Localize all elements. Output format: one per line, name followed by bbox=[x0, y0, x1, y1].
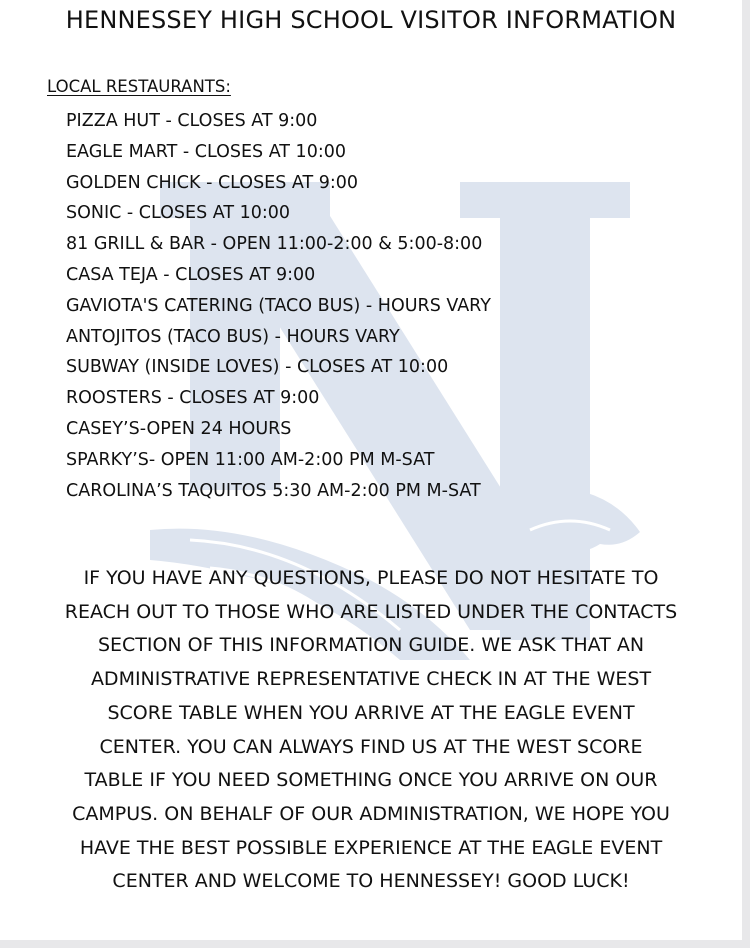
list-item: EAGLE MART - CLOSES AT 10:00 bbox=[66, 141, 346, 162]
message-line: CAMPUS. ON BEHALF OF OUR ADMINISTRATION, WE HOPE YOU bbox=[72, 802, 670, 825]
message-line: CENTER AND WELCOME TO HENNESSEY! GOOD LUCK! bbox=[112, 870, 630, 893]
list-item: ROOSTERS - CLOSES AT 9:00 bbox=[66, 388, 320, 409]
list-item: 81 GRILL & BAR - OPEN 11:00-2:00 & 5:00-8:00 bbox=[66, 234, 483, 255]
list-item: SPARKY’S- OPEN 11:00 AM-2:00 PM M-SAT bbox=[66, 449, 435, 470]
message-line: TABLE IF YOU NEED SOMETHING ONCE YOU ARRIVE ON OUR bbox=[84, 769, 658, 792]
list-item: GAVIOTA'S CATERING (TACO BUS) - HOURS VARY bbox=[66, 295, 491, 316]
list-item: CASA TEJA - CLOSES AT 9:00 bbox=[66, 264, 316, 285]
list-item: PIZZA HUT - CLOSES AT 9:00 bbox=[66, 111, 318, 131]
list-item: CAROLINA’S TAQUITOS 5:30 AM-2:00 PM M-SAT bbox=[66, 480, 481, 501]
list-item: ANTOJITOS (TACO BUS) - HOURS VARY bbox=[66, 326, 400, 347]
message-line: SECTION OF THIS INFORMATION GUIDE. WE ASK THAT AN bbox=[97, 634, 645, 657]
restaurants-heading: LOCAL RESTAURANTS: bbox=[47, 77, 231, 96]
restaurant-list bbox=[66, 106, 491, 506]
message-line: REACH OUT TO THOSE WHO ARE LISTED UNDER THE CONTACTS bbox=[64, 600, 678, 623]
message-line: SCORE TABLE WHEN YOU ARRIVE AT THE EAGLE EVENT bbox=[107, 701, 635, 724]
message-line: IF YOU HAVE ANY QUESTIONS, PLEASE DO NOT HESITATE TO bbox=[83, 567, 659, 589]
message-line: HAVE THE BEST POSSIBLE EXPERIENCE AT THE EAGLE EVENT bbox=[79, 836, 663, 859]
welcome-message bbox=[20, 562, 722, 899]
list-item: SUBWAY (INSIDE LOVES) - CLOSES AT 10:00 bbox=[66, 357, 449, 378]
message-line: ADMINISTRATIVE REPRESENTATIVE CHECK IN AT THE WEST bbox=[90, 668, 652, 691]
list-item: CASEY’S-OPEN 24 HOURS bbox=[66, 418, 292, 439]
list-item: SONIC - CLOSES AT 10:00 bbox=[66, 203, 291, 224]
list-item: GOLDEN CHICK - CLOSES AT 9:00 bbox=[66, 172, 359, 193]
page-title: HENNESSEY HIGH SCHOOL VISITOR INFORMATION bbox=[65, 6, 677, 34]
message-line: CENTER. YOU CAN ALWAYS FIND US AT THE WEST SCORE bbox=[99, 735, 643, 758]
